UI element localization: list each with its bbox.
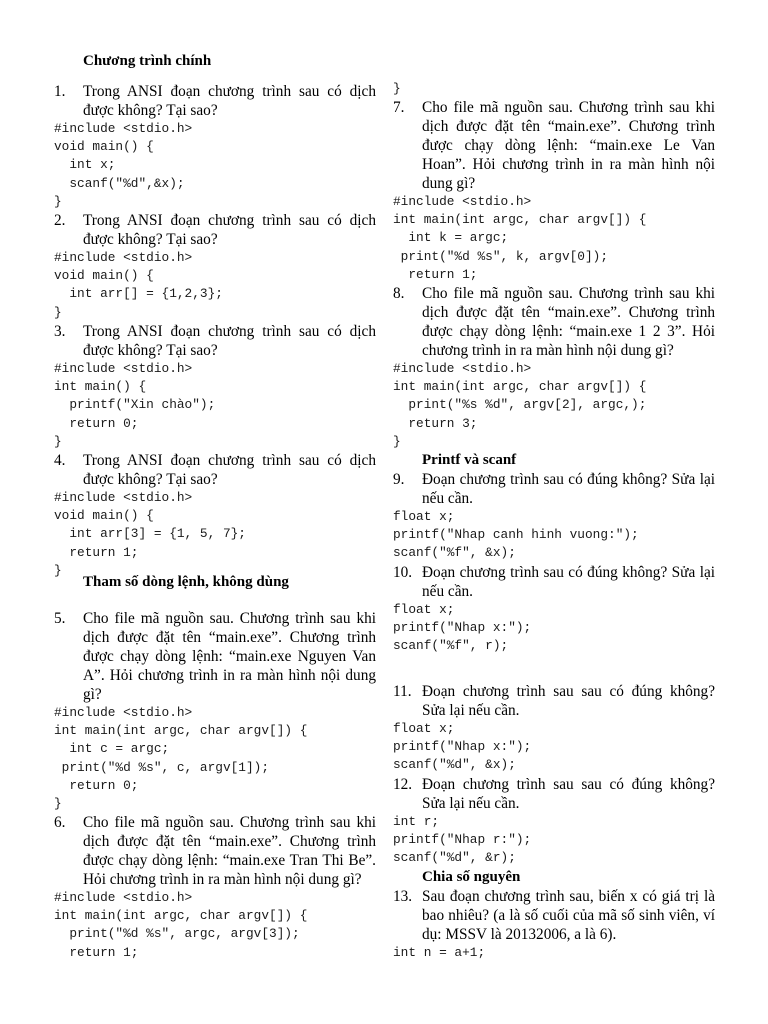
code-line: return 0; [54, 415, 139, 431]
question-text: Cho file mã nguồn sau. Chương trình sau khi dịch được đặt tên “main.exe”. Chương trình được chạy dòng lệnh: “main.exe Nguyen Van A”. Hỏi chương trình in ra màn hình nội dung gì? [83, 610, 376, 703]
code-block [54, 704, 376, 813]
code-line: scanf("%d", &x); [393, 757, 516, 773]
question-number: 10. [393, 564, 413, 581]
code-line: int arr[3] = {1, 5, 7}; [54, 526, 246, 542]
section-heading: Chia số nguyên [422, 869, 521, 885]
code-line: void main() { [54, 508, 154, 524]
question-number: 4. [54, 452, 66, 469]
code-block [393, 601, 715, 656]
code-line: return 1; [54, 944, 139, 960]
code-line: scanf("%d",&x); [54, 175, 185, 191]
question-number: 6. [54, 814, 66, 831]
question-item [54, 82, 376, 120]
question-item [54, 813, 376, 889]
code-block [393, 508, 715, 563]
code-line: scanf("%f", r); [393, 638, 509, 654]
question-item [393, 682, 715, 720]
spacer [393, 656, 715, 674]
question-item [54, 322, 376, 360]
question-item [54, 609, 376, 704]
question-item [54, 211, 376, 249]
code-line: return 1; [54, 544, 139, 560]
code-line: #include <stdio.h> [393, 194, 532, 209]
question-text: Trong ANSI đoạn chương trình sau có dịch được không? Tại sao? [83, 452, 376, 488]
code-line: #include <stdio.h> [54, 490, 193, 505]
code-line: print("%d %s", k, argv[0]); [393, 248, 609, 264]
question-item [393, 887, 715, 944]
section-heading: Tham số dòng lệnh, không dùng [83, 574, 289, 590]
code-line: printf("Nhap canh hinh vuong:"); [393, 527, 639, 543]
code-line: } [393, 81, 401, 96]
question-item [393, 98, 715, 193]
code-line: int k = argc; [393, 230, 509, 246]
code-line: print("%d %s", argc, argv[3]); [54, 926, 300, 942]
question-number: 11. [393, 683, 412, 700]
code-line: #include <stdio.h> [54, 361, 193, 376]
question-number: 2. [54, 212, 66, 229]
code-line: } [54, 433, 62, 449]
code-block [54, 489, 376, 580]
question-number: 5. [54, 610, 66, 627]
code-block [54, 120, 376, 211]
code-line: #include <stdio.h> [54, 890, 193, 905]
code-block [54, 360, 376, 451]
code-line: } [54, 193, 62, 209]
code-line: printf("Nhap x:"); [393, 620, 532, 636]
code-line: void main() { [54, 139, 154, 155]
question-number: 1. [54, 83, 66, 100]
section-heading: Printf và scanf [422, 452, 517, 468]
question-item [393, 563, 715, 601]
question-text: Cho file mã nguồn sau. Chương trình sau khi dịch được đặt tên “main.exe”. Chương trình được chạy dòng lệnh: “main.exe 1 2 3”. Hỏi chương trình in ra màn hình nội dung gì? [422, 285, 715, 359]
code-line: print("%d %s", c, argv[1]); [54, 759, 270, 775]
code-line: void main() { [54, 268, 154, 284]
question-item [54, 451, 376, 489]
question-text: Cho file mã nguồn sau. Chương trình sau khi dịch được đặt tên “main.exe”. Chương trình được chạy dòng lệnh: “main.exe Le Van Hoan”. Hỏi chương trình in ra màn hình nội dung gì? [422, 99, 715, 192]
question-number: 12. [393, 776, 413, 793]
code-block [54, 249, 376, 322]
code-line: float x; [393, 721, 455, 736]
code-line: printf("Nhap r:"); [393, 832, 532, 848]
question-text: Đoạn chương trình sau sau có đúng không? Sửa lại nếu cần. [422, 776, 715, 812]
section-heading: Chương trình chính [83, 53, 212, 69]
code-line: float x; [393, 509, 455, 524]
question-text: Đoạn chương trình sau sau có đúng không? Sửa lại nếu cần. [422, 683, 715, 719]
code-line: return 0; [54, 777, 139, 793]
code-line: int arr[] = {1,2,3}; [54, 286, 223, 302]
question-text: Đoạn chương trình sau có đúng không? Sửa lại nếu cần. [422, 471, 715, 507]
question-text: Trong ANSI đoạn chương trình sau có dịch được không? Tại sao? [83, 323, 376, 359]
code-line: return 3; [393, 415, 478, 431]
code-line: #include <stdio.h> [54, 705, 193, 720]
code-block [54, 889, 376, 962]
code-line: printf("Nhap x:"); [393, 739, 532, 755]
question-number: 7. [393, 99, 405, 116]
code-line: #include <stdio.h> [54, 250, 193, 265]
code-line: int x; [54, 157, 116, 173]
code-line: int main(int argc, char argv[]) { [54, 723, 308, 739]
question-text: Trong ANSI đoạn chương trình sau có dịch được không? Tại sao? [83, 212, 376, 248]
code-block [393, 944, 715, 962]
question-number: 8. [393, 285, 405, 302]
code-line: #include <stdio.h> [393, 361, 532, 376]
question-text: Sau đoạn chương trình sau, biến x có giá trị là bao nhiêu? (a là số cuối của mã số sinh viên, ví dụ: MSSV là 20132006, a là 6). [422, 888, 715, 943]
question-item [393, 470, 715, 508]
code-block [393, 720, 715, 775]
code-block [393, 80, 715, 98]
code-line: int main(int argc, char argv[]) { [54, 908, 308, 924]
code-block [393, 813, 715, 868]
question-text: Cho file mã nguồn sau. Chương trình sau khi dịch được đặt tên “main.exe”. Chương trình được chạy dòng lệnh: “main.exe Tran Thi Be”. Hỏi chương trình in ra màn hình nội dung gì? [83, 814, 376, 888]
question-text: Trong ANSI đoạn chương trình sau có dịch được không? Tại sao? [83, 83, 376, 119]
question-item [393, 284, 715, 360]
code-line: int main(int argc, char argv[]) { [393, 379, 647, 395]
question-number: 9. [393, 471, 405, 488]
code-line: printf("Xin chào"); [54, 397, 216, 413]
code-block [393, 193, 715, 284]
code-line: } [54, 562, 62, 578]
code-block [393, 360, 715, 451]
code-line: int c = argc; [54, 741, 170, 757]
question-item [393, 775, 715, 813]
code-line: } [54, 796, 62, 812]
code-line: } [393, 433, 401, 449]
code-line: #include <stdio.h> [54, 121, 193, 136]
code-line: int main(int argc, char argv[]) { [393, 212, 647, 228]
code-line: return 1; [393, 266, 478, 282]
question-text: Đoạn chương trình sau có đúng không? Sửa lại nếu cần. [422, 564, 715, 600]
question-number: 13. [393, 888, 413, 905]
question-number: 3. [54, 323, 66, 340]
code-line: int n = a+1; [393, 945, 486, 960]
code-line: float x; [393, 602, 455, 617]
code-line: print("%s %d", argv[2], argc,); [393, 397, 647, 413]
code-line: int r; [393, 814, 440, 829]
code-line: scanf("%d", &r); [393, 850, 516, 866]
code-line: scanf("%f", &x); [393, 545, 516, 561]
code-line: } [54, 304, 62, 320]
code-line: int main() { [54, 379, 147, 395]
